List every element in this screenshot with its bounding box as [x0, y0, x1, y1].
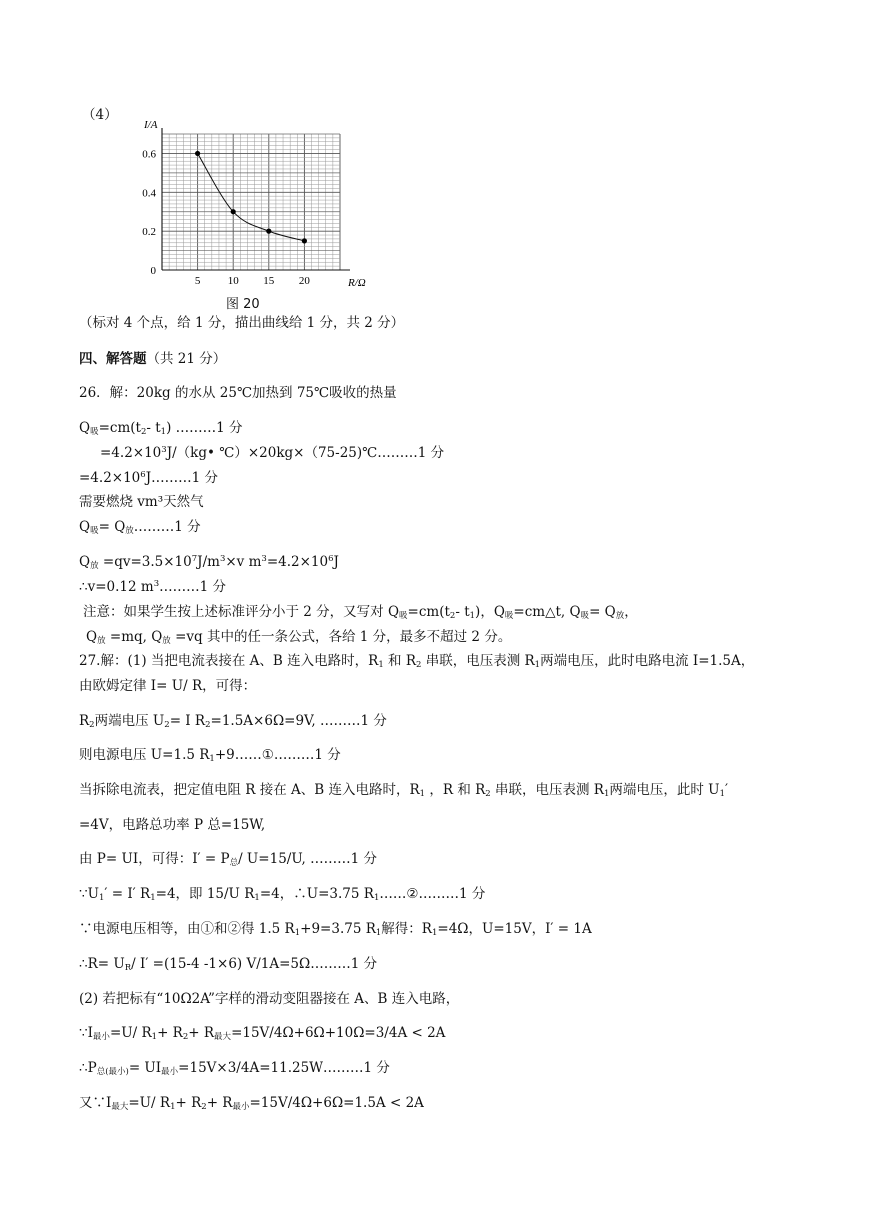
- data-point: [266, 229, 271, 234]
- y-tick-label: 0.2: [142, 226, 156, 239]
- figure-20: [78, 102, 398, 317]
- q27-line7: $\because I_{最小}=U/$ $R_1+ R_2+ R_{最大}=15V/4\Omega+6\Omega+10\Omega=3/4A < 2A$: [79, 1025, 446, 1042]
- q26-line6: ∴v=0.12 $m^3\dots\dots\dots 1$ 分: [79, 579, 226, 595]
- x-tick-label: 10: [227, 275, 239, 287]
- q26-line3: $=4.2\times 10^6J\dots\dots\dots 1$ 分: [79, 470, 218, 486]
- q27-line1: $R_2$两端电压 $U_2= I$ $R_2=1.5A\times 6\Omega=9V$, ………1 分: [79, 713, 387, 730]
- y-axis-label: I/A: [144, 119, 158, 131]
- q27-line8: $\therefore P_{总(最小)}=$ $UI_{最小}=15V\times 3/4A=11.25W\dots\dots\dots 1$ 分: [79, 1060, 390, 1077]
- q27-p2: =4V，电路总功率 P 总=15W,: [79, 817, 266, 833]
- y-tick-label: 0.4: [142, 187, 156, 200]
- q26-line5: $Q_放 =qv=3.5\times 10^7J/m^3\times v$ $m^3=4.2\times 10^6J$: [79, 554, 339, 571]
- q27-line9: 又$\because I_{最大}=U/$ $R_1+ R_2+ R_{最小}=15V/4\Omega+6\Omega=1.5A < 2A$: [79, 1095, 424, 1112]
- q27-intro-1: 27.解：(1) 当把电流表接在 A、B 连入电路时，$R_1$ 和 $R_2$ 串联，电压表测 $R_1$两端电压，此时电路电流 I=1.5A，: [79, 653, 755, 670]
- x-tick-label: 5: [194, 275, 201, 287]
- q27-line5: ∵电源电压相等，由①和②得 1.5 $R_1+9=3.75$ $R_1$解得：$R_1=4\Omega$，U=15V，I′ = 1A: [79, 921, 592, 938]
- section-heading: [79, 350, 226, 368]
- x-tick-label: 20: [298, 275, 310, 287]
- x-tick-label: 15: [263, 275, 275, 287]
- q26-line1: $Q_吸=cm(t_2-$ $t_1$) ………1 分: [79, 420, 243, 437]
- data-curve: [198, 153, 305, 240]
- q26-note2: $Q_放 =mq$, $Q_放 =vq$ 其中的任一条公式，各给 1 分，最多不超过 2 分。: [86, 629, 512, 646]
- data-point: [231, 209, 236, 214]
- q26-line2: $=4.2\times 10^3J/(kg•$ ℃）×20kg×（75-25)℃………1 分: [100, 445, 445, 461]
- q26-line4: $Q_吸=$ $Q_放\dots\dots\dots 1$ 分: [79, 519, 201, 536]
- question-number: （4）: [82, 107, 118, 123]
- section-points: （共 21 分）: [146, 351, 227, 367]
- scoring-note: （标对 4 个点，给 1 分，描出曲线给 1 分，共 2 分）: [79, 315, 405, 331]
- q26-note1: 注意：如果学生按上述标准评分小于 2 分，又写对 $Q_吸=cm(t_2-$ $t_1$)，$Q_吸=cm\triangle t$, $Q_吸= Q_放$，: [83, 604, 638, 621]
- data-point: [195, 151, 200, 156]
- y-tick-label: 0: [150, 265, 156, 277]
- current-resistance-chart: [78, 102, 398, 317]
- y-tick-label: 0.6: [142, 148, 156, 161]
- q27-intro-2: 由欧姆定律 I= U/ R，可得：: [79, 678, 257, 694]
- q27-part2: (2) 若把标有“10Ω2A”字样的滑动变阻器接在 A、B 连入电路，: [79, 991, 460, 1007]
- q26-need: 需要燃烧 vm³天然气: [79, 494, 204, 510]
- figure-caption: 图 20: [226, 297, 260, 312]
- x-axis-label: R/Ω: [348, 277, 366, 289]
- q27-line2: 则电源电压 U=1.5 $R_1+9\dots\dots ①\dots\dots\dots 1$ 分: [79, 747, 341, 764]
- q27-p1: 当拆除电流表，把定值电阻 R 接在 A、B 连入电路时，$R_1$ ，R 和 $R_2$ 串联，电压表测 $R_1$两端电压，此时 $U_1'$: [79, 782, 729, 799]
- q27-line6: ∴R= $U_R/$ I′ =(15-4 -1×6) V/1A=5Ω………1 分: [79, 956, 378, 973]
- q27-line4: $\because U_1' = I'$ $R_1=4$，即 15/U $R_1=4$，∴U=3.75 $R_1\dots\dots ②\dots\dots\dots 1$ 分: [79, 886, 486, 903]
- section-title: 四、解答题: [79, 351, 147, 367]
- q27-line3: 由 P= UI，可得：$I' = P_总/$ U=15/U, ………1 分: [79, 851, 377, 868]
- q26-intro: 26．解：20kg 的水从 25℃加热到 75℃吸收的热量: [79, 385, 397, 401]
- data-point: [302, 238, 307, 243]
